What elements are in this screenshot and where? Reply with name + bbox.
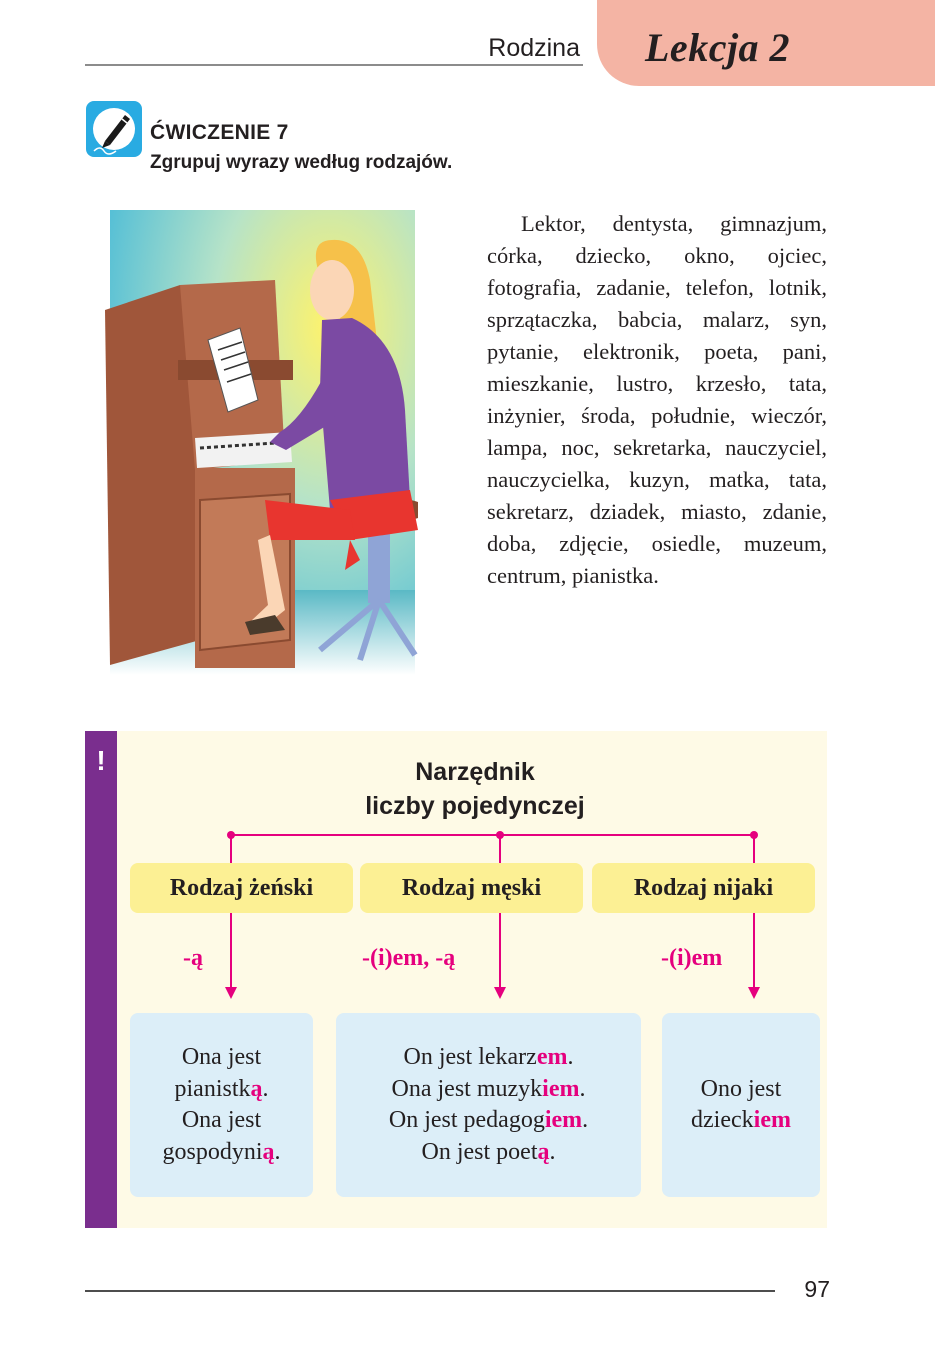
header-rule [85, 64, 583, 66]
example-line: Ona jest [181, 1044, 262, 1070]
ending-masculine: -(i)em, -ą [362, 945, 456, 971]
example-line: gospodynią. [162, 1138, 281, 1165]
example-line: On jest poetą. [421, 1138, 556, 1165]
footer-rule [85, 1290, 775, 1292]
example-line: On jest lekarzem. [403, 1044, 574, 1070]
example-feminine [130, 1013, 313, 1197]
section-name: Rodzina [488, 34, 580, 62]
example-line: On jest pedagogiem. [388, 1107, 589, 1133]
example-line: Ona jest [181, 1107, 262, 1133]
lesson-title: Lekcja 2 [645, 25, 791, 70]
example-line: dzieckiem [691, 1107, 791, 1133]
exercise-instruction: Zgrupuj wyrazy według rodzajów. [150, 152, 453, 173]
example-line: pianistką. [174, 1075, 269, 1102]
gender-neuter: Rodzaj nijaki [592, 863, 815, 913]
gender-masculine: Rodzaj męski [360, 863, 583, 913]
ending-neuter: -(i)em [661, 945, 723, 971]
grammar-title: Narzędnik [415, 758, 535, 786]
word-list: Lektor, dentysta, gimnazjum, córka, dziecko, okno, ojciec, fotografia, zadanie, telefon, lotnik, sprzątaczka, babcia, malarz, syn, pytanie, elektronik, poeta, pani, mieszkanie, lustro, krzesło, tata, inżynier, środa, południe, wieczór, lampa, noc, sekretarka, nauczyciel, nauczycielka, kuzyn, matka, tata, sekretarz, dziadek, miasto, zdanie, doba, zdjęcie, osiedle, muzeum, centrum, pianistka. [487, 211, 827, 588]
example-line: Ona jest muzykiem. [391, 1075, 586, 1102]
example-line: Ono jest [700, 1075, 782, 1102]
grammar-subtitle: liczby pojedynczej [365, 792, 585, 820]
pen-icon [86, 101, 142, 157]
exercise-label: ĆWICZENIE 7 [150, 121, 289, 144]
gender-feminine: Rodzaj żeński [130, 863, 353, 913]
page-number: 97 [804, 1276, 830, 1302]
exclamation-icon: ! [96, 745, 106, 776]
example-masculine [336, 1013, 641, 1197]
grammar-box [85, 731, 827, 1228]
example-neuter [662, 1013, 820, 1197]
girl-playing-piano-illustration [100, 210, 418, 675]
ending-feminine: -ą [183, 945, 203, 971]
lesson-tab [597, 0, 935, 86]
